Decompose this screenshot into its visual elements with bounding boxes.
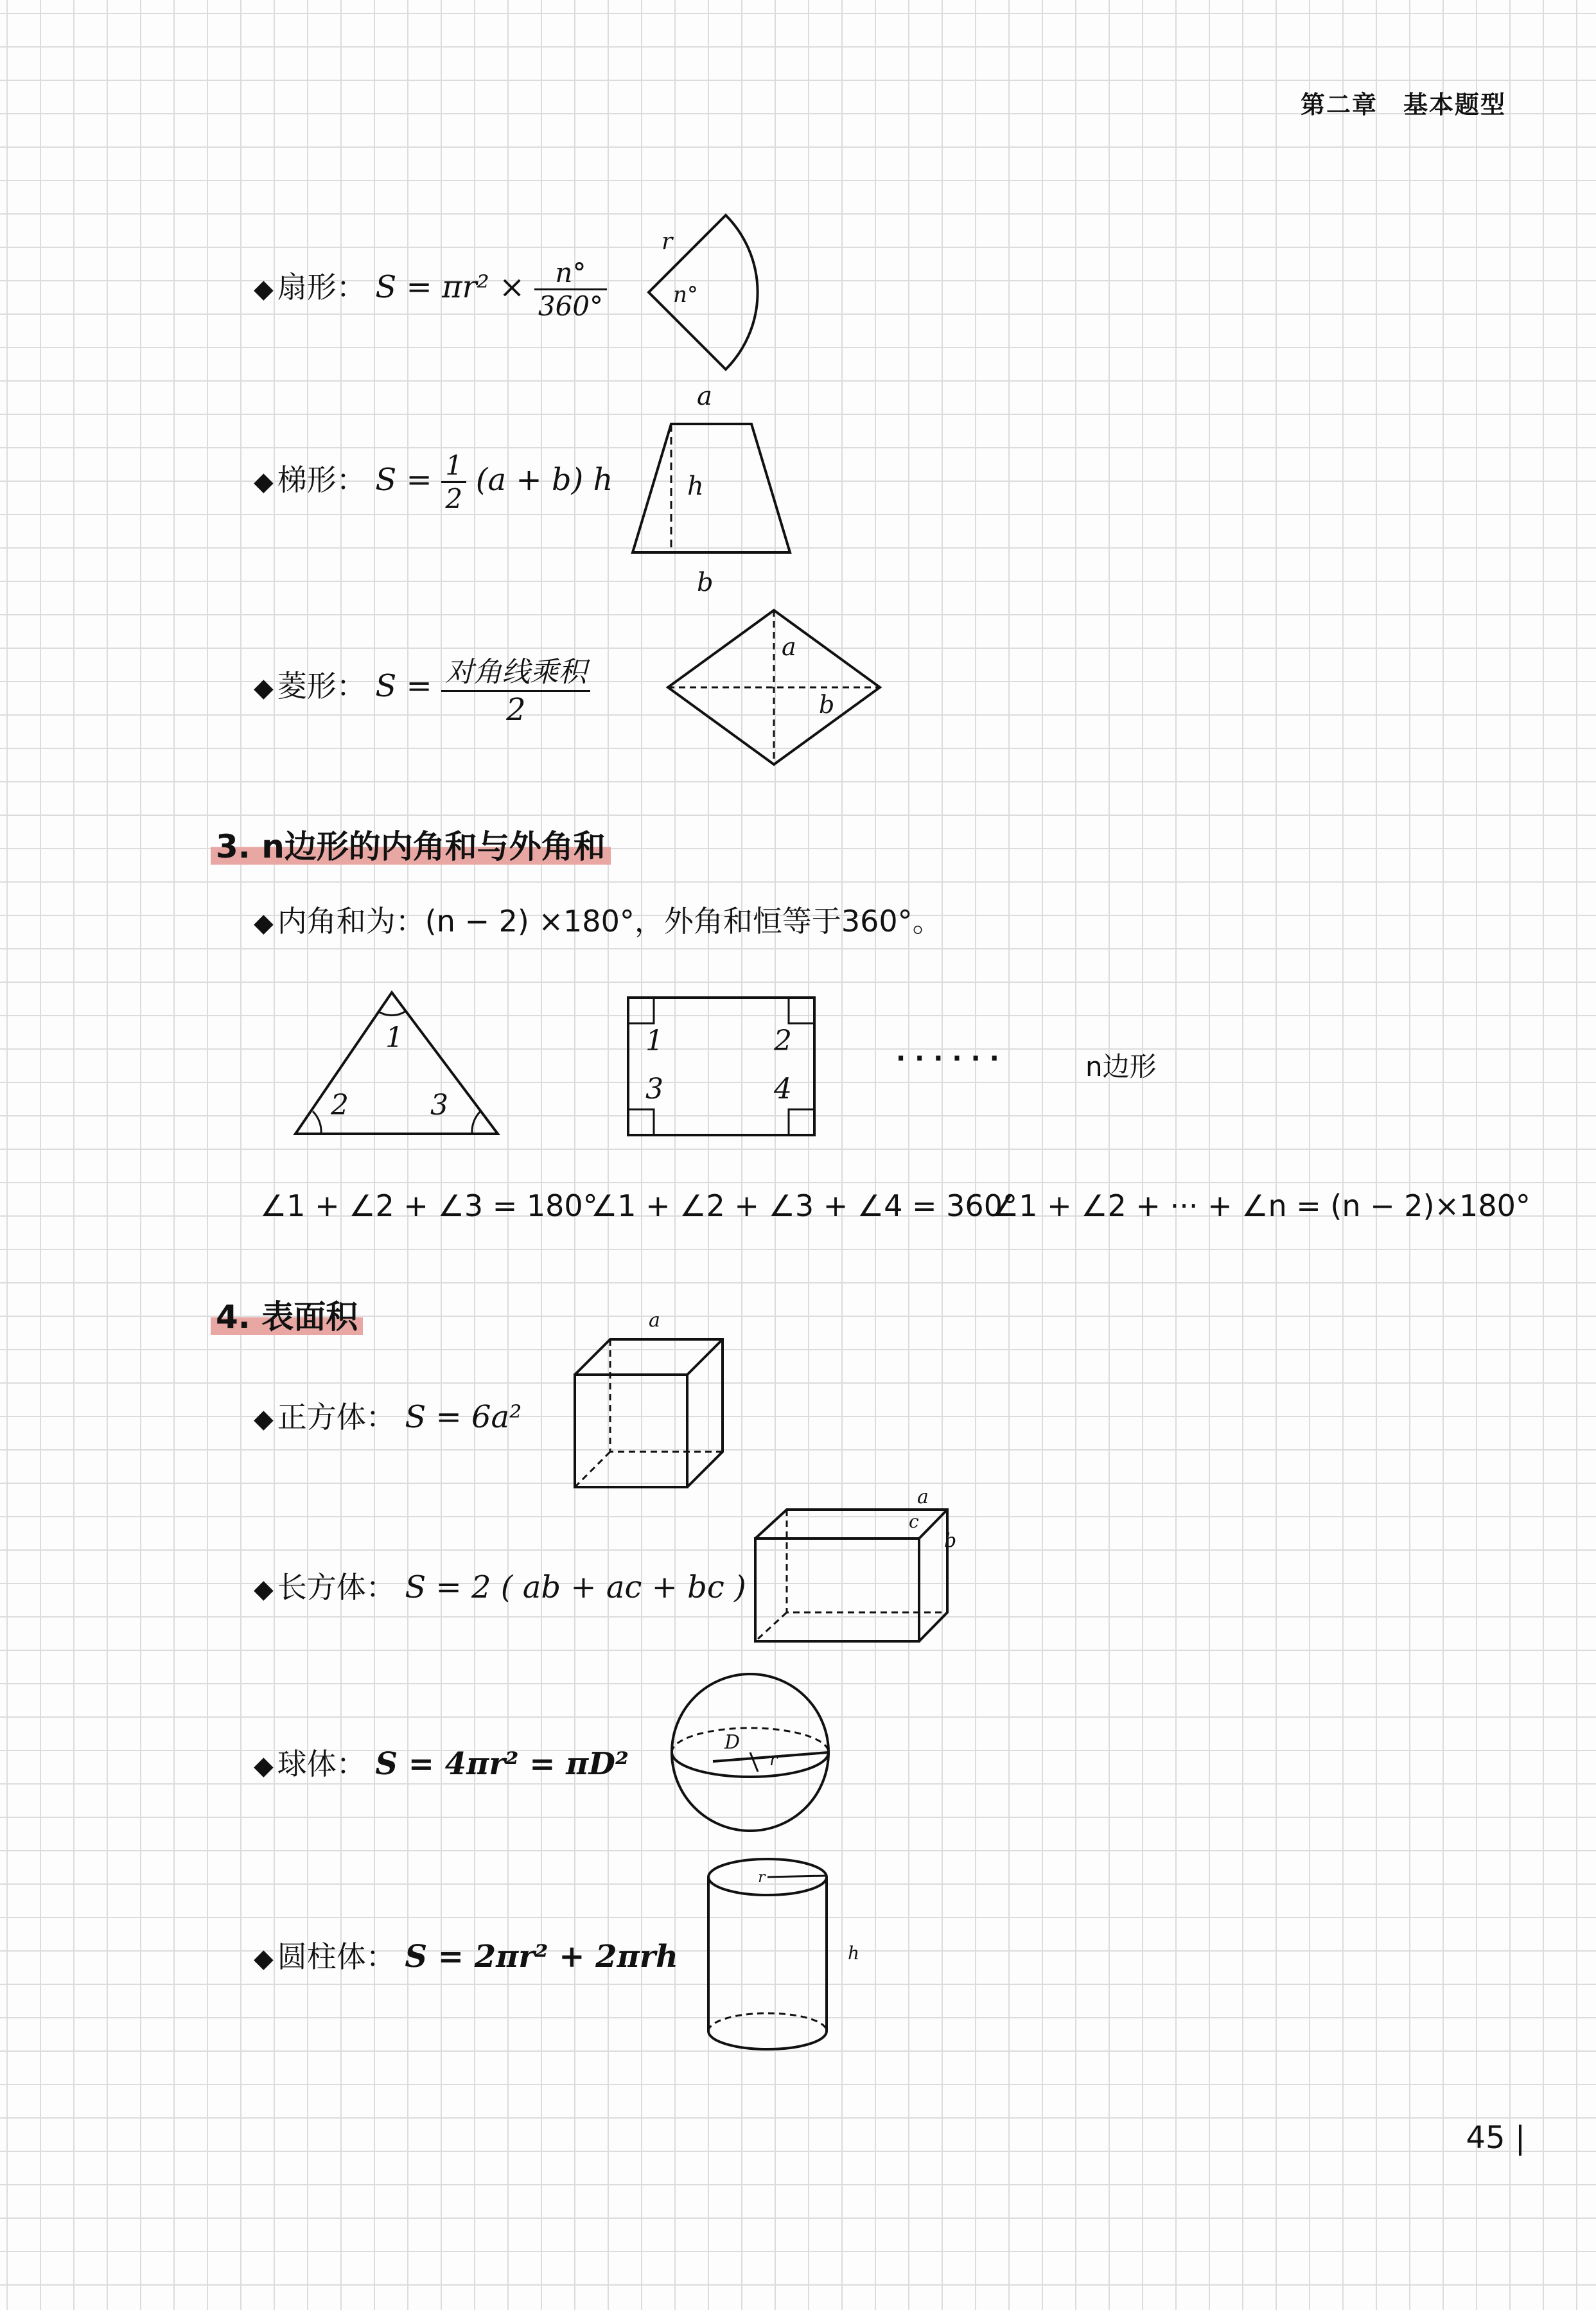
trapezoid-height-label: h [687, 472, 704, 501]
rhombus-label: 菱形 [277, 669, 337, 703]
cuboid-figure [751, 1484, 976, 1644]
diamond-bullet-icon: ◆ [254, 1574, 274, 1604]
cube-figure [572, 1307, 732, 1494]
sphere-bullet: ◆ 球体： S = 4πr² = πD² [254, 1746, 629, 1782]
diamond-bullet-icon: ◆ [254, 467, 274, 497]
sector-figure [636, 206, 764, 379]
triangle-figure [292, 989, 504, 1137]
trapezoid-bullet: ◆ 梯形： S = $\frac{1}{2}$ (a + b) h [254, 450, 613, 515]
sector-bullet: ◆ 扇形： S = πr² × $\frac{n^\circ}{360^\circ}$ [254, 257, 607, 322]
sphere-figure [668, 1670, 835, 1837]
rhombus-formula-lhs: S = [375, 668, 432, 704]
rhombus-bullet: ◆ 菱形： S = $\frac{\text{对角线乘积}}{2}$ [254, 649, 590, 728]
triangle-angle-1: 1 [385, 1021, 403, 1054]
rhombus-fraction [441, 649, 590, 728]
page-number: 45 | [1466, 2120, 1525, 2156]
interior-angle-bullet [254, 898, 942, 940]
cube-bullet: ◆ 正方体： S = 6a² [254, 1399, 522, 1435]
rectangle-angle-2: 2 [774, 1025, 792, 1057]
diamond-bullet-icon: ◆ [254, 274, 274, 304]
page-header [1301, 85, 1506, 120]
page-number-value: 45 [1466, 2120, 1505, 2156]
section-4-heading: 4. 表面积 [211, 1291, 363, 1339]
diamond-bullet-icon: ◆ [254, 1944, 274, 1973]
ellipsis-dots: · · · · · · [896, 1044, 999, 1073]
cuboid-bullet: ◆ 长方体： S = 2 ( ab + ac + bc ) [254, 1569, 746, 1605]
diamond-bullet-icon: ◆ [254, 1404, 274, 1434]
cylinder-h-label: h [848, 1943, 860, 1964]
trapezoid-frac-den: 2 [445, 483, 463, 515]
sector-r-label: r [662, 229, 673, 255]
cylinder-bullet: ◆ 圆柱体： S = 2πr² + 2πrh [254, 1939, 678, 1975]
rectangle-figure [626, 996, 819, 1137]
cuboid-c-label: c [909, 1511, 919, 1532]
cube-label: 正方体 [277, 1400, 366, 1434]
sector-frac-den: 360° [538, 290, 604, 322]
sector-frac-num: n° [534, 257, 607, 290]
rectangle-angle-sum: ∠1 + ∠2 + ∠3 + ∠4 = 360° [591, 1188, 1017, 1223]
rhombus-b-label: b [819, 691, 835, 719]
diamond-bullet-icon: ◆ [254, 1751, 274, 1781]
cylinder-figure [706, 1856, 873, 2056]
chapter-label: 第二章 [1300, 91, 1378, 119]
sector-label: 扇形 [277, 270, 337, 304]
sphere-formula: S = 4πr² = πD² [375, 1746, 629, 1782]
rectangle-angle-1: 1 [645, 1025, 663, 1057]
trapezoid-formula-rhs: (a + b) h [475, 462, 613, 498]
section-3-heading: 3. n边形的内角和与外角和 [211, 821, 611, 868]
sector-formula: S = πr² × [375, 269, 525, 305]
sphere-D-label: D [724, 1731, 741, 1754]
sector-angle-label: n° [673, 282, 698, 308]
trapezoid-fraction [441, 450, 466, 515]
cuboid-b-label: b [944, 1530, 957, 1552]
trapezoid-label: 梯形 [277, 463, 337, 497]
rhombus-frac-num: 对角线乘积 [441, 649, 590, 692]
triangle-angle-sum: ∠1 + ∠2 + ∠3 = 180° [260, 1188, 598, 1223]
cylinder-formula: S = 2πr² + 2πrh [405, 1939, 678, 1975]
triangle-angle-2: 2 [331, 1089, 349, 1122]
cube-a-label: a [649, 1309, 660, 1332]
cube-formula: S = 6a² [405, 1399, 522, 1435]
rhombus-a-label: a [782, 633, 796, 661]
sphere-r-label: r [769, 1750, 778, 1770]
cuboid-formula: S = 2 ( ab + ac + bc ) [405, 1569, 746, 1605]
sphere-label: 球体 [277, 1747, 337, 1781]
triangle-angle-3: 3 [430, 1089, 448, 1122]
cylinder-label: 圆柱体 [277, 1939, 366, 1974]
ngon-angle-sum: ∠1 + ∠2 + ··· + ∠n = (n − 2)×180° [992, 1188, 1530, 1223]
cuboid-a-label: a [917, 1486, 929, 1508]
rhombus-figure [665, 607, 883, 768]
trapezoid-figure [626, 379, 806, 597]
trapezoid-bottom-label: b [697, 568, 714, 597]
ngon-label: n边形 [1085, 1051, 1157, 1082]
trapezoid-top-label: a [697, 382, 712, 411]
trapezoid-frac-num: 1 [441, 450, 466, 483]
diamond-bullet-icon: ◆ [254, 908, 274, 938]
rhombus-frac-den: 2 [506, 692, 526, 728]
cuboid-label: 长方体 [277, 1570, 366, 1605]
rectangle-angle-4: 4 [774, 1073, 792, 1106]
diamond-bullet-icon: ◆ [254, 673, 274, 703]
cylinder-r-label: r [758, 1868, 766, 1886]
rectangle-angle-3: 3 [645, 1073, 663, 1106]
sector-fraction [534, 257, 607, 322]
interior-angle-text: 内角和为：(n − 2) ×180°，外角和恒等于360°。 [277, 904, 942, 939]
trapezoid-formula-lhs: S = [375, 462, 432, 498]
chapter-title: 基本题型 [1403, 91, 1506, 119]
